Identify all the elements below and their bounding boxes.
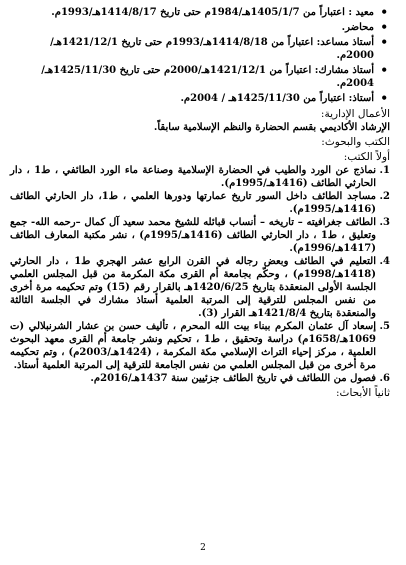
admin-heading: الأعمال الإدارية:: [320, 108, 390, 120]
book-text: الطائف جغرافيته – تاريخه – أنساب قبائله للشيخ محمد سعيد آل كمال –رحمه الله- جمع وتعليق ، ط1 ، دار الحارثي الطائف (1416هـ/1995م) ، نشر مكتبة المعارف الطائف (1417هـ/1996م).: [10, 217, 377, 254]
book-number: 6.: [379, 373, 390, 384]
position-item: • معيد : اعتباراً من 1405/1/7هـ/1984م حتى تاريخ 1414/8/17هـ/1993م.: [10, 6, 390, 19]
book-item: [10, 164, 390, 190]
book-text: إسعاد آل عثمان المكرم ببناء بيت الله المحرم ، تأليف حسن بن عشار الشرنبلالي (ت 1069هـ/1658م) دراسة وتحقيق ، ط1 ، تحكيم ونشر جامعة أم القرى معهد البحوث العلمية ، مركز إحياء التراث الإسلامي مكة المكرمة ، (1424هـ/2003م) ، وتم تحكيمه مرة أخرى من قبل المجلس العلمي من نفس الجامعة للترقية إلى المرتبة العلمية أستاذ.: [10, 321, 376, 371]
admin-text: الإرشاد الأكاديمي بقسم الحضارة والنظم الإسلامية سابقاً.: [153, 122, 390, 133]
position-item: • أستاذ مشارك: اعتباراً من 1421/12/1هـ/2000م حتى تاريخ 1425/11/30هـ/ 2004م.: [10, 64, 390, 90]
book-number: 5.: [379, 321, 390, 332]
books-list: [10, 164, 390, 385]
position-item: • محاضر.: [10, 21, 390, 34]
book-text: نماذج عن الورد والطيب في الحضارة الإسلامية وصناعة ماء الورد الطائفي ، ط1 ، دار الحارثي الطائف (1416هـ/1995م).: [10, 165, 376, 189]
book-item: [10, 320, 390, 372]
book-number: 3.: [379, 217, 390, 228]
book-number: 2.: [379, 191, 390, 202]
books-heading: الكتب والبحوث:: [321, 136, 390, 148]
books-subheading: أولاً الكتب:: [343, 151, 390, 163]
book-number: 4.: [379, 256, 390, 267]
book-number: 1.: [379, 165, 390, 176]
position-item: • أستاذ: اعتباراً من 1425/11/30هـ / 2004م.: [10, 92, 390, 105]
book-text: فصول من اللطائف في تاريخ الطائف جزئيين سنة 1437هـ/2016م.: [90, 373, 376, 384]
positions-list: [10, 6, 390, 105]
book-text: مساجد الطائف داخل السور تاريخ عمارتها ودورها العلمي ، ط1، دار الحارثي الطائف (1416هـ/1995م).: [10, 191, 376, 215]
book-text: التعليم في الطائف وبعض رجاله في القرن الرابع عشر الهجري ط1 ، دار الحارثي (1418هـ/1998م) ، وحكّم بجامعة أم القرى مكة المكرمة من قبل المجلس العلمي الجلسة الأولى المنعقدة بتاريخ 1420/6/25هـ بالقرار رقم (15) وتم تحكيمه مرة أخرى من نفس المجلس للترقية إلى المرتبة العلمية أستاذ مشارك في الجلسة الثالثة والمنعقدة بتاريخ 1421/8/4هـ القرار (3).: [10, 256, 376, 319]
position-item: • أستاذ مساعد: اعتباراً من 1414/8/18هـ/1993م حتى تاريخ 1421/12/1هـ/ 2000م.: [10, 36, 390, 62]
research-heading: ثانياً الأبحاث:: [336, 387, 390, 399]
book-item: [10, 255, 390, 320]
book-item: [10, 216, 390, 255]
book-item: [10, 190, 390, 216]
page-number: 2: [200, 543, 206, 553]
book-item: [10, 372, 390, 385]
